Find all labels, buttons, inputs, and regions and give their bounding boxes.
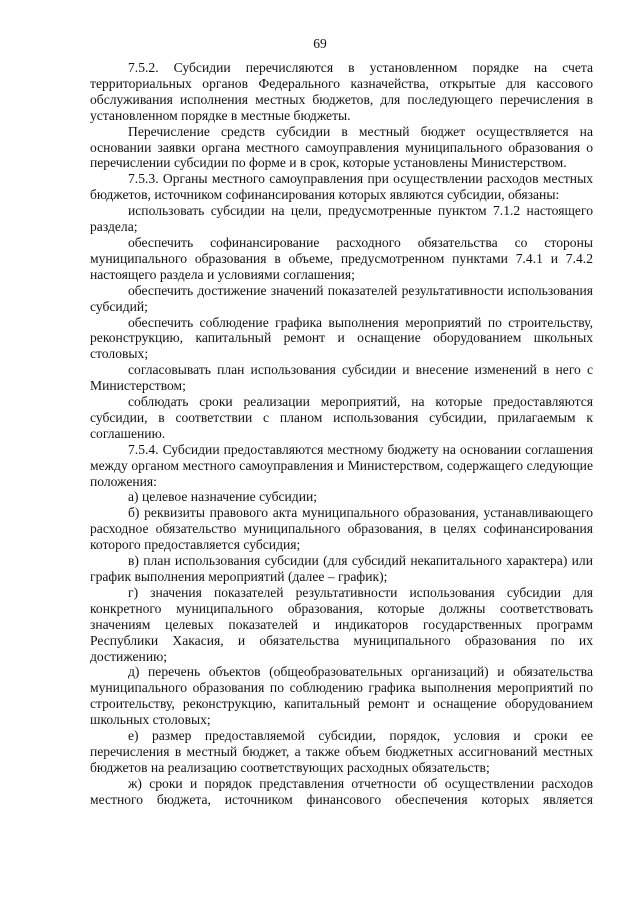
paragraph: обеспечить софинансирование расходного обязательства со стороны муниципального образования в объеме, предусмотренном пунктами 7.4.1 и 7.4.2 настоящего раздела и условиями соглашения; [90,234,593,282]
list-item: ж) сроки и порядок представления отчетности об осуществлении расходов местного бюджета, источником финансового обеспечения которых является [90,775,593,807]
paragraph: согласовывать план использования субсидии и внесение изменений в него с Министерством; [90,362,593,394]
paragraph: использовать субсидии на цели, предусмотренные пунктом 7.1.2 настоящего раздела; [90,203,593,235]
list-item: г) значения показателей результативности использования субсидии для конкретного муниципального образования, которые должны соответствовать значениям целевых показателей и индикаторов государственных программ Республики Хакасия, и обязательства муниципального образования по их достижению; [90,584,593,664]
list-item: е) размер предоставляемой субсидии, порядок, условия и сроки ее перечисления в местный бюджет, а также объем бюджетных ассигнований местных бюджетов на реализацию соответствующих расходных обязательств; [90,728,593,775]
page-number: 69 [313,36,327,51]
list-item: д) перечень объектов (общеобразовательных организаций) и обязательства муниципального образования по соблюдению графика выполнения мероприятий по строительству, реконструкцию, капитальный ремонт и оснащение оборудованием школьных столовых; [90,664,593,728]
paragraph: обеспечить достижение значений показателей результативности использования субсидий; [90,282,593,314]
paragraph: соблюдать сроки реализации мероприятий, на которые предоставляются субсидии, в соответствии с планом использования субсидии, прилагаемым к соглашению. [90,394,593,441]
list-item: б) реквизиты правового акта муниципального образования, устанавливающего расходное обязательство муниципального образования, в целях софинансирования которого предоставляется субсидия; [90,505,593,553]
document-body [90,60,593,808]
paragraph: 7.5.2. Субсидии перечисляются в установленном порядке на счета территориальных органов Федерального казначейства, открытые для кассового обслуживания исполнения местных бюджетов, для последующего перечисления в установленном порядке в местные бюджеты. [90,60,593,123]
paragraph: 7.5.3. Органы местного самоуправления при осуществлении расходов местных бюджетов, источником софинансирования которых являются субсидии, обязаны: [90,171,593,203]
list-item: в) план использования субсидии (для субсидий некапитального характера) или график выполнения мероприятий (далее – график); [90,553,593,584]
list-item: а) целевое назначение субсидии; [128,489,318,505]
paragraph: обеспечить соблюдение графика выполнения мероприятий по строительству, реконструкцию, капитальный ремонт и оснащение оборудованием школьных столовых; [90,314,593,362]
paragraph: 7.5.4. Субсидии предоставляются местному бюджету на основании соглашения между органом местного самоуправления и Министерством, содержащего следующие положения: [90,441,593,489]
paragraph: Перечисление средств субсидии в местный бюджет осуществляется на основании заявки органа местного самоуправления муниципального образования о перечислении субсидии по форме и в срок, которые установлены Министерством. [90,123,593,171]
